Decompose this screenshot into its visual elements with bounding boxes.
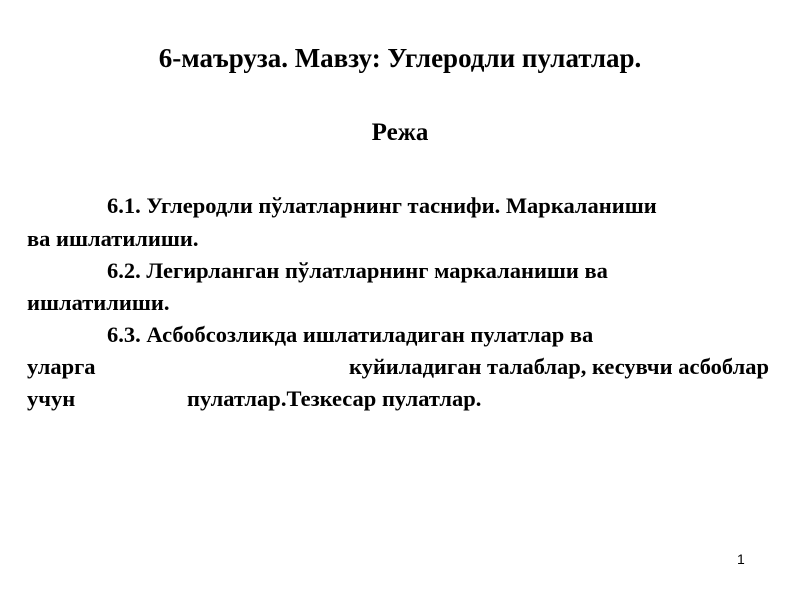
- plan-item-3-line-2-end: куйиладиган талаблар, кесувчи асбоблар: [348, 354, 769, 379]
- slide-title: 6-маъруза. Мавзу: Углеродли пулатлар.: [158, 43, 642, 73]
- plan-item-2-line-1: 6.2. Легирланган пўлатларнинг маркаланиши ва: [107, 258, 608, 283]
- plan-item-3-line-3-end: пулатлар.Тезкесар пулатлар.: [187, 386, 482, 411]
- plan-item-3-line-3-start: учун: [27, 386, 76, 411]
- plan-item-3-line-2-start: уларга: [27, 354, 96, 379]
- plan-item-2-line-2: ишлатилиши.: [27, 290, 170, 315]
- plan-item-1-line-1: 6.1. Углеродли пўлатларнинг таснифи. Маркаланиши: [107, 193, 657, 218]
- page-number: 1: [737, 551, 745, 567]
- plan-heading: Режа: [371, 119, 429, 146]
- plan-item-3-line-1: 6.3. Асбобсозликда ишлатиладиган пулатлар ва: [107, 322, 594, 347]
- plan-item-1-line-2: ва ишлатилиши.: [27, 226, 199, 251]
- plan-item-3-line-2: [27, 352, 769, 382]
